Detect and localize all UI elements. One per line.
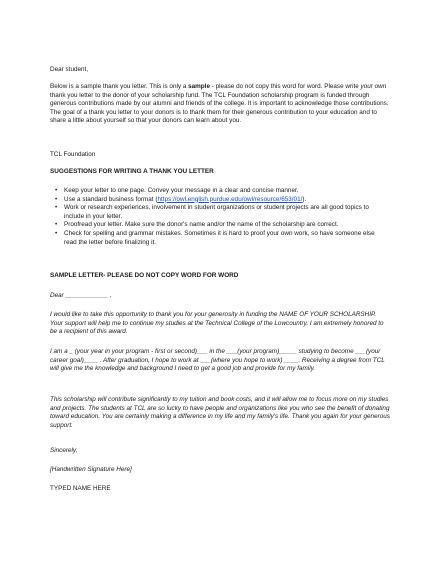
list-item xyxy=(50,187,380,196)
foundation-name: TCL Foundation xyxy=(50,151,96,158)
suggestion-text-post: ). xyxy=(302,195,307,203)
list-item xyxy=(50,221,380,230)
sample-paragraph-2: I am a _ (your year in your program - first or second)___ in the ___(your program)_____ studying to become ___(your career goal)____ . After graduation, I hope to work at ___(where you hope to work) ____. Receiving a degree from TCL will give me the knowledge and background I need to get a good job and provide for my family. xyxy=(50,348,385,373)
suggestion-text: Check for spelling and grammar mistakes. Sometimes it is hard to proof your own work, so have someone else read the letter before finalizing it. xyxy=(64,229,375,246)
intro-sample-bold: sample xyxy=(188,83,210,90)
suggestions-heading: SUGGESTIONS FOR WRITING A THANK YOU LETTER xyxy=(50,168,214,175)
suggestion-text: Work or research experiences, involvement in student organizations or student projects are all good topics to include in your letter. xyxy=(64,204,369,220)
list-item xyxy=(50,230,380,247)
sample-typed-name: TYPED NAME HERE xyxy=(50,485,111,492)
suggestion-text-pre: Use a standard business format ( xyxy=(64,195,158,203)
suggestion-text: Keep your letter to one page. Convey your message in a clear and concise manner. xyxy=(64,187,299,194)
list-item xyxy=(50,196,380,205)
intro-text-a: Below is a sample thank you letter. This is only a xyxy=(50,83,189,90)
greeting: Dear student, xyxy=(50,66,89,73)
purdue-owl-link[interactable]: https://owl.english.purdue.edu/owl/resource/653/01/ xyxy=(157,195,303,203)
intro-text-b: - please do not copy this word for word. Please write xyxy=(209,83,361,90)
sample-dear-line: Dear ____________ , xyxy=(50,292,112,299)
sample-paragraph-3: This scholarship will contribute significantly to my tuition and book costs, and it will allow me to focus more on my studies and projects. The students at TCL are so lucky to have people and organizations like you who see the benefit of donating toward education. You are certainly making a difference in my life and my family's life. Thank you again for your generous support. xyxy=(50,396,390,429)
sample-heading: SAMPLE LETTER- PLEASE DO NOT COPY WORD FOR WORD xyxy=(50,272,239,279)
sample-signature-placeholder: [Handwritten Signature Here] xyxy=(50,466,132,473)
intro-paragraph xyxy=(50,83,390,126)
sample-paragraph-1: I would like to take this opportunity to thank you for your generosity in funding the NAME OF YOUR SCHOLARSHIP. Your support will help me to continue my studies at the Technical College of the Lowcountry. I am extremely honored to be a recipient of this award. xyxy=(50,311,384,336)
sample-sincerely: Sincerely, xyxy=(50,447,78,454)
intro-text-c: thank you letter to the donor of your scholarship fund. The TCL Foundation scholarship program is funded through generous contributions made by our alumni and friends of the college. It is important to acknowledge those contributions. The goal of a thank you letter to your donors is to thank them for their generous contribution to your education and to share a little about yourself so that your donors can learn about you. xyxy=(50,91,389,125)
list-item xyxy=(50,204,380,221)
intro-your-own-italic: your own xyxy=(360,83,387,90)
suggestion-text: Proofread your letter. Make sure the donor's name and/or the name of the scholarship are correct. xyxy=(64,221,339,229)
suggestions-list xyxy=(50,187,380,247)
